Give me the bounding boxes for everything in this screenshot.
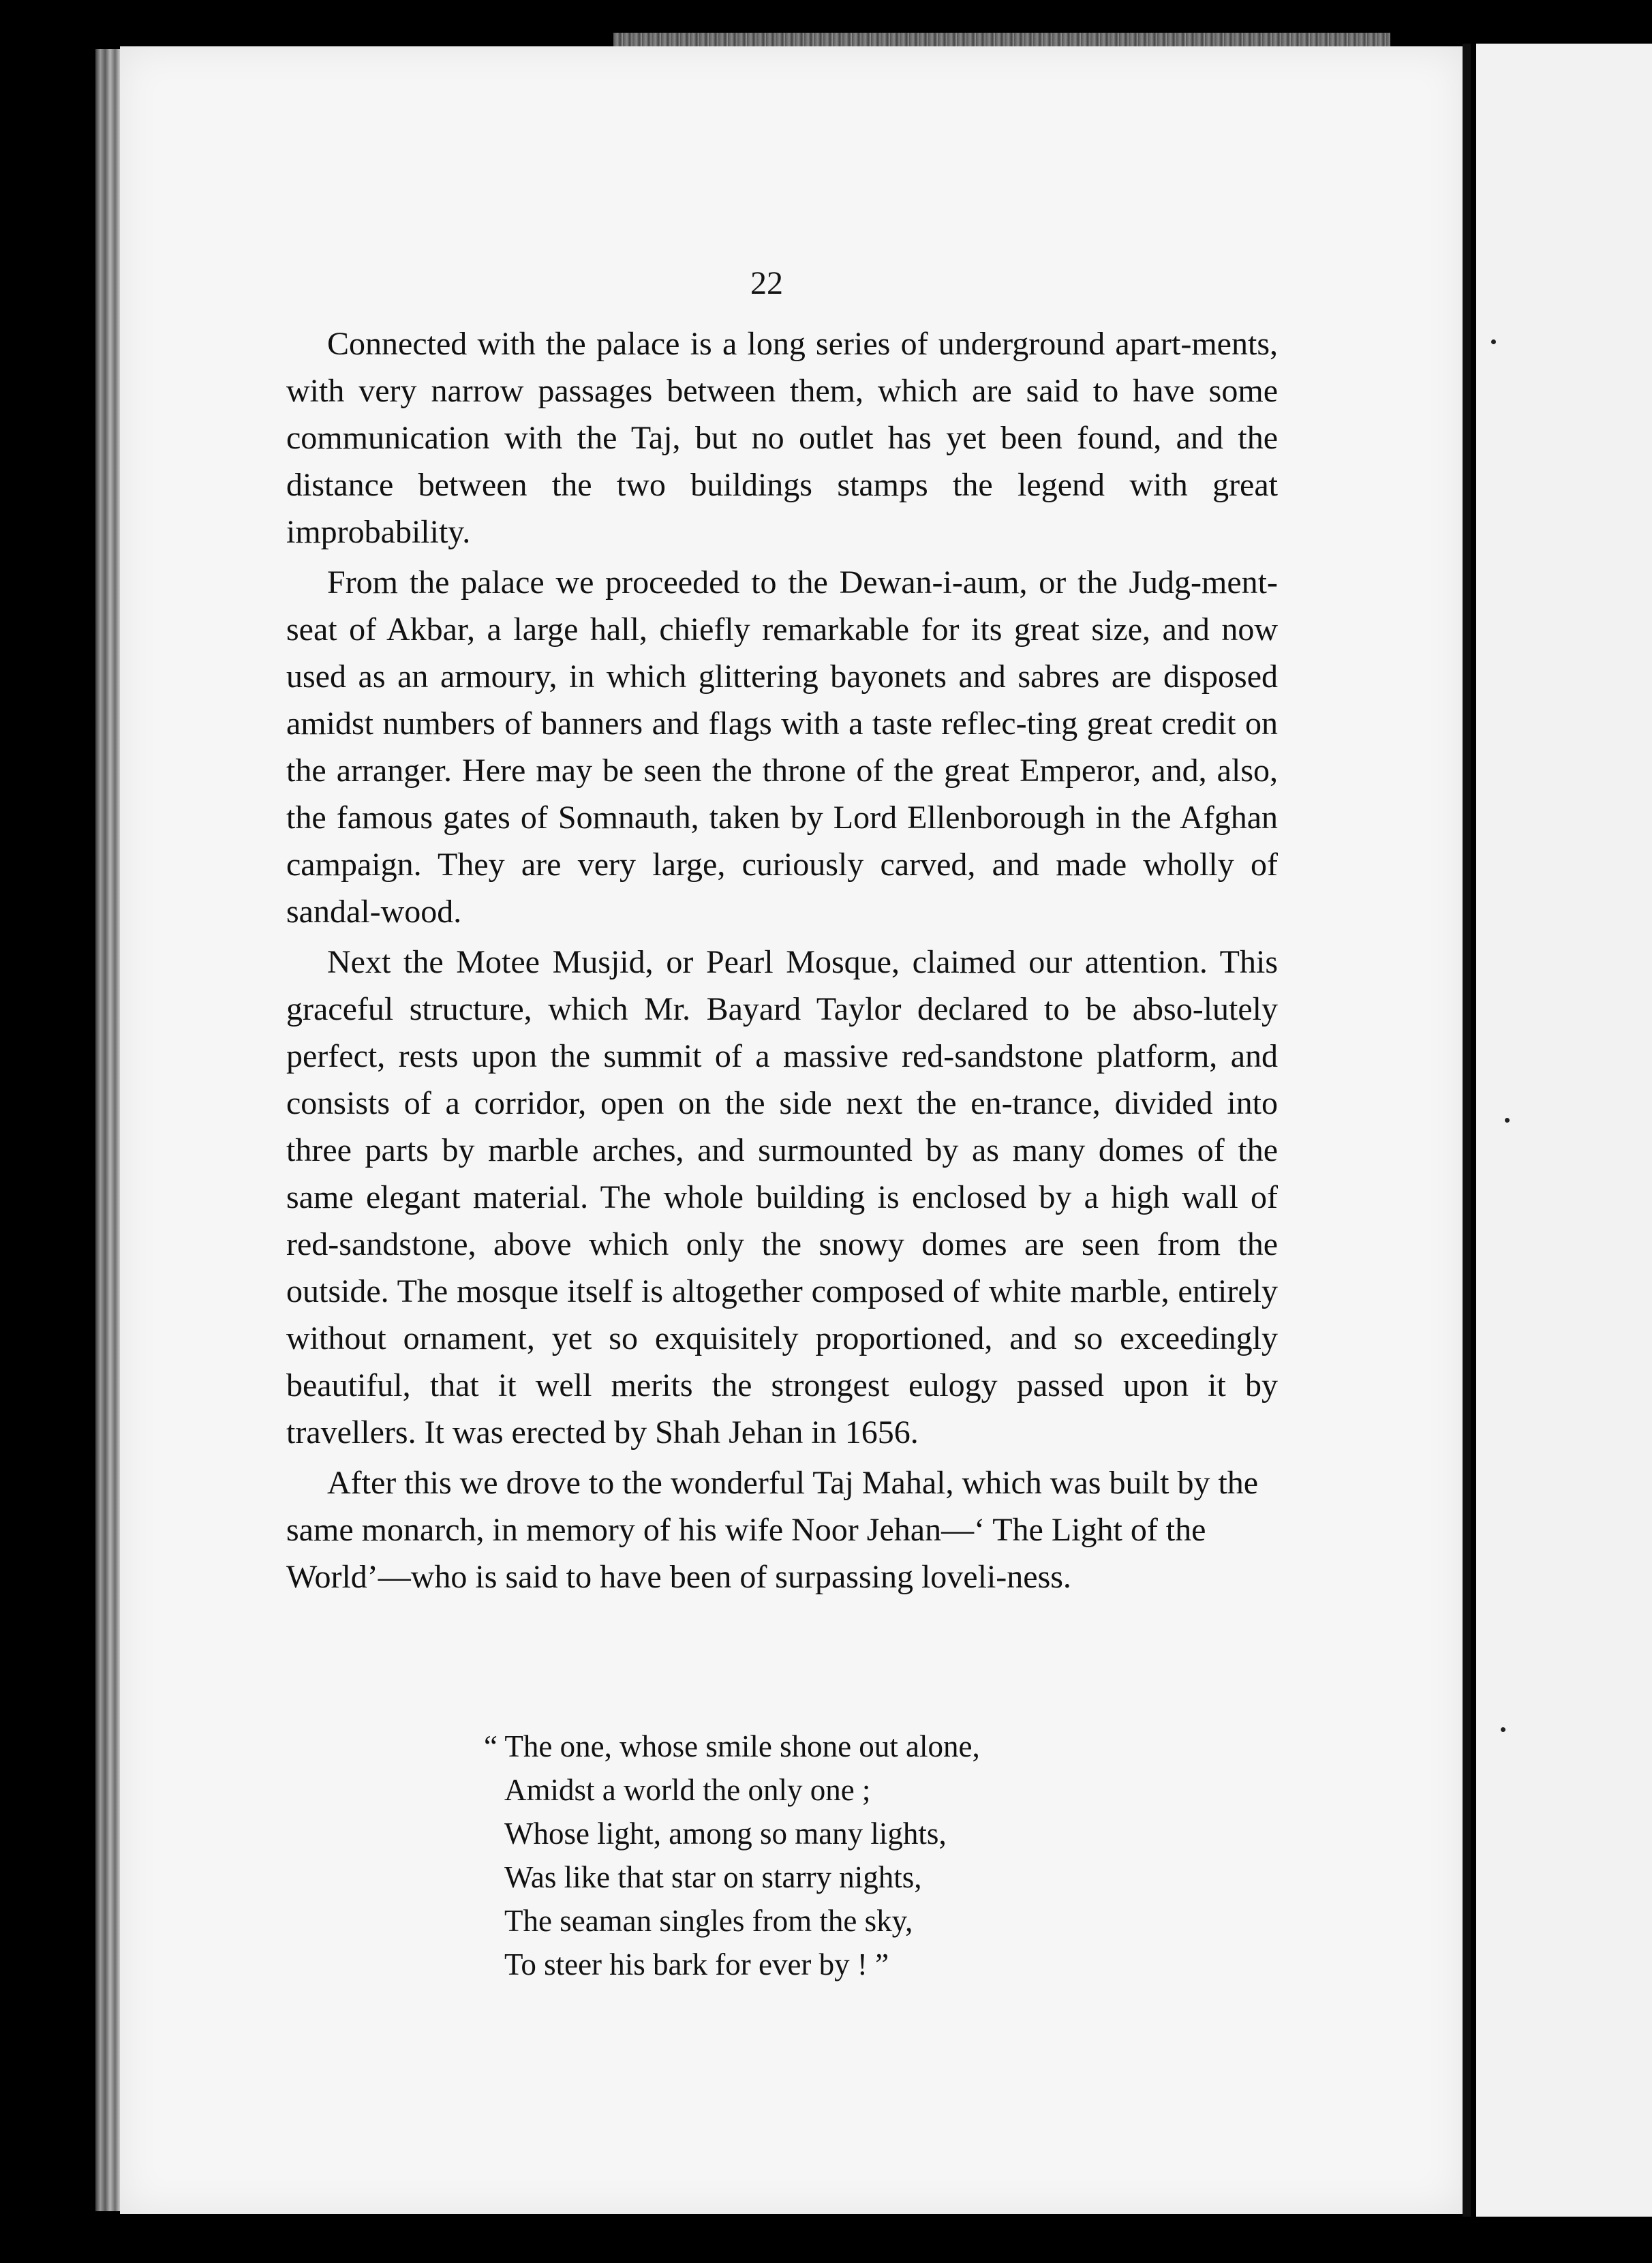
poem-line: To steer his bark for ever by ! ” xyxy=(504,1947,889,1981)
scan-speck xyxy=(1501,1727,1505,1732)
poem-line: Was like that star on starry nights, xyxy=(504,1860,922,1894)
poem-line: Amidst a world the only one ; xyxy=(504,1773,871,1807)
binding-strip xyxy=(613,33,1390,46)
scan-speck xyxy=(1491,339,1496,344)
poem-line: “ The one, whose smile shone out alone, xyxy=(484,1729,980,1763)
paragraph-dewan-i-aum: From the palace we proceeded to the Dewan-i-aum, or the Judg-ment-seat of Akbar, a large hall, chiefly remarkable for its great size, and now used as an armoury, in which glittering bayonets and sabres are disposed amidst numbers of banners and flags with a taste reflec-ting great credit on the arranger. Here may be seen the throne of the great Emperor, and, also, the famous gates of Somnauth, taken by Lord Ellenborough in the Afghan campaign. They are very large, curiously carved, and made wholly of sandal-wood. xyxy=(286,564,1278,930)
paragraph-underground-apartments: Connected with the palace is a long series of underground apart-ments, with very narrow passages between them, which are said to have some communication with the Taj, but no outlet has yet been found, and the distance between the two buildings stamps the legend with great improbability. xyxy=(286,326,1278,550)
page-number: 22 xyxy=(750,265,783,301)
page-body xyxy=(286,320,1278,1604)
poem-line: Whose light, among so many lights, xyxy=(504,1817,947,1851)
scan-speck xyxy=(1505,1118,1510,1123)
poem-quotation xyxy=(484,1725,1118,1986)
paragraph-motee-musjid: Next the Motee Musjid, or Pearl Mosque, claimed our attention. This graceful structure, which Mr. Bayard Taylor declared to be abso-lutely perfect, rests upon the summit of a massive red-sandstone platform, and consists of a corridor, open on the side next the en-trance, divided into three parts by marble arches, and surmounted by as many domes of the same elegant material. The whole building is enclosed by a high wall of red-sandstone, above which only the snowy domes are seen from the outside. The mosque itself is altogether composed of white marble, entirely without ornament, yet so exquisitely proportioned, and so exceedingly beautiful, that it well merits the strongest eulogy passed upon it by travellers. It was erected by Shah Jehan in 1656. xyxy=(286,944,1278,1451)
paragraph-taj-mahal: After this we drove to the wonderful Taj Mahal, which was built by the same monarch, in memory of his wife Noor Jehan—‘ The Light of the World’—who is said to have been of surpassing loveli-ness. xyxy=(286,1465,1259,1595)
book-gutter xyxy=(1463,44,1471,2217)
facing-page-edge xyxy=(1476,44,1652,2217)
poem-line: The seaman singles from the sky, xyxy=(504,1904,913,1938)
page-edges xyxy=(95,49,120,2211)
